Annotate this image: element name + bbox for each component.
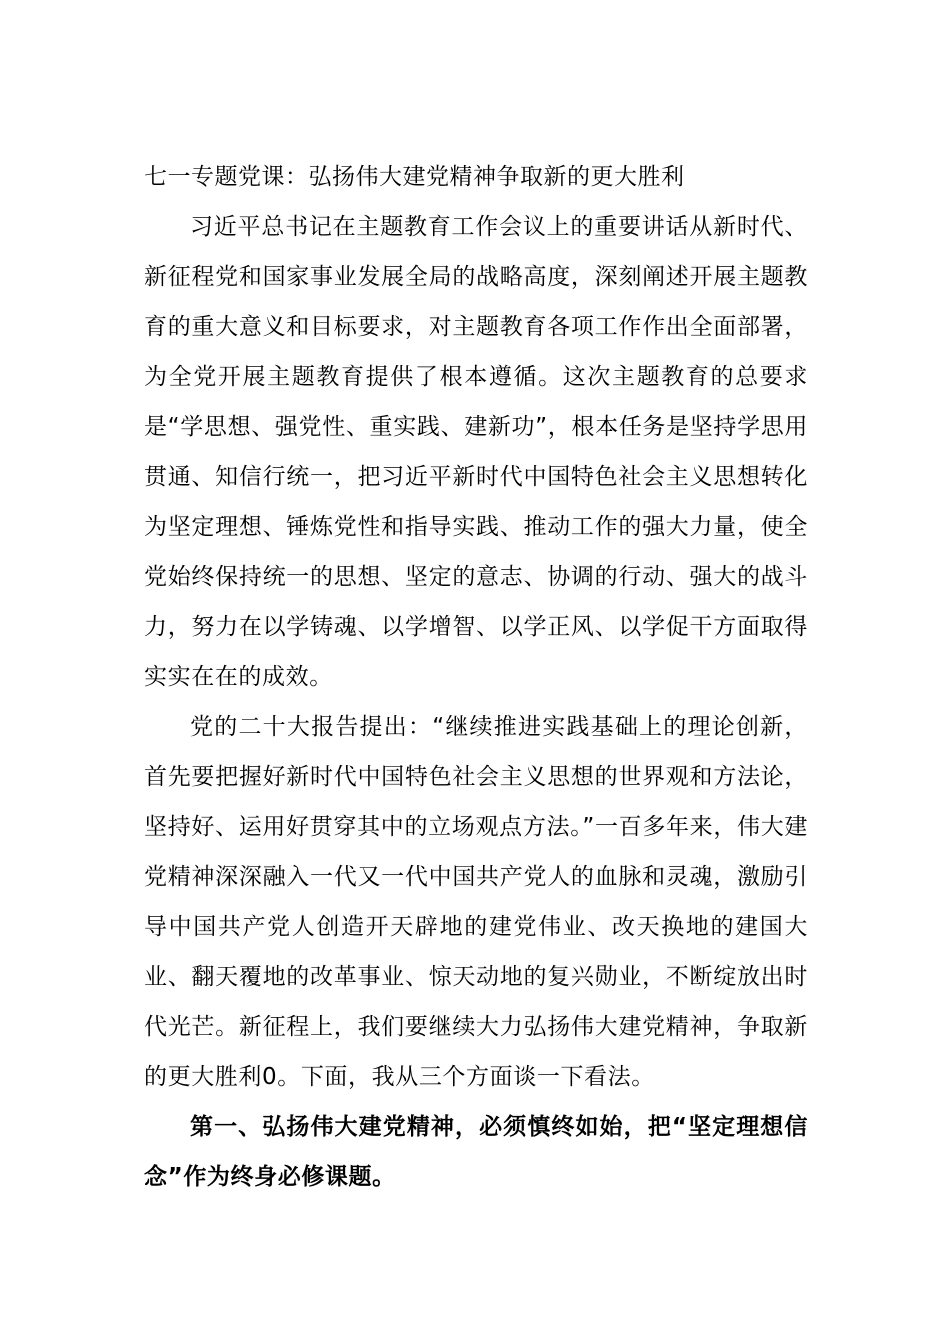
section-heading-1: 第一、弘扬伟大建党精神，必须慎终如始，把“坚定理想信念”作为终身必修课题。 xyxy=(144,1114,808,1190)
document-title: 七一专题党课：弘扬伟大建党精神争取新的更大胜利 xyxy=(144,164,685,190)
paragraph-1: 习近平总书记在主题教育工作会议上的重要讲话从新时代、新征程党和国家事业发展全局的战略高度，深刻阐述开展主题教育的重大意义和目标要求，对主题教育各项工作作出全面部署，为全党开展主题教育提供了根本遵循。这次主题教育的总要求是“学思想、强党性、重实践、建新功”，根本任务是坚持学思用贯通、知信行统一，把习近平新时代中国特色社会主义思想转化为坚定理想、锤炼党性和指导实践、推动工作的强大力量，使全党始终保持统一的思想、坚定的意志、协调的行动、强大的战斗力，努力在以学铸魂、以学增智、以学正风、以学促干方面取得实实在在的成效。 xyxy=(144,214,808,690)
document-body xyxy=(144,152,808,1202)
paragraph-2: 党的二十大报告提出：“继续推进实践基础上的理论创新，首先要把握好新时代中国特色社会主义思想的世界观和方法论，坚持好、运用好贯穿其中的立场观点方法。”一百多年来，伟大建党精神深深融入一代又一代中国共产党人的血脉和灵魂，激励引导中国共产党人创造开天辟地的建党伟业、改天换地的建国大业、翻天覆地的改革事业、惊天动地的复兴勋业，不断绽放出时代光芒。新征程上，我们要继续大力弘扬伟大建党精神，争取新的更大胜利0。下面，我从三个方面谈一下看法。 xyxy=(144,714,808,1090)
